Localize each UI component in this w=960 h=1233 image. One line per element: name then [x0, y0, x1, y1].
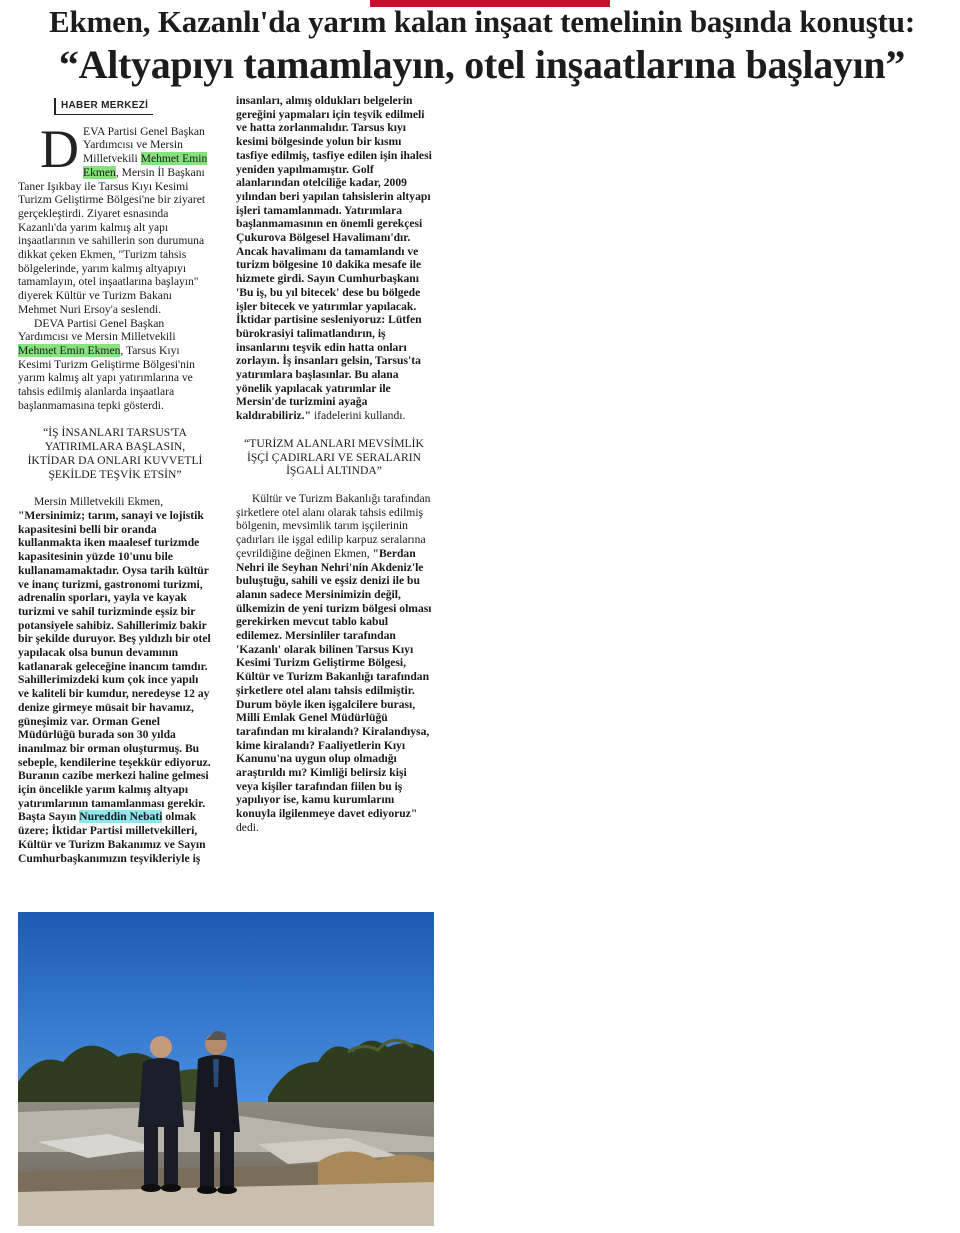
subheading-2: “TURİZM ALANLARI MEVSİMLİK İŞÇİ ÇADIRLARI VE SERALARIN İŞGALİ ALTINDA” — [244, 436, 424, 478]
paragraph-5: Kültür ve Turizm Bakanlığı tarafından şirketlere otel alanı olarak tahsis edilmiş bölgenin, mevsimlik tarım işçilerinin çadırları ile işgal edilip karpuz seralarına çevrildiğine değinen Ekmen, "Berdan Nehri ile Seyhan Nehri'nin Akdeniz'le buluştuğu, sahili ve eşsiz denizi ile bu alanın sadece Mersinimizin değil, ülkemizin de yeni turizm bölgesi olması gerekirken mevcut tablo kabul edilemez. Mersinliler tarafından 'Kazanlı' olarak bilinen Tarsus Kıyı Kesimi Turizm Geliştirme Bölgesi, Kültür ve Turizm Bakanlığı tarafından şirketlere otel alanı tahsis edilmiştir. Durum böyle iken işgalcilere burası, Milli Emlak Genel Müdürlüğü tarafından mı kiralandı? Kiralandıysa, kime kiralandı? Faaliyetlerin Kıyı Kanunu'na uygun olup olmadığı araştırıldı mı? Kimliği belirsiz kişi veya kişiler tarafından fiilen bu iş yapılıyor ise, kamu kurumlarını konuyla ilgilenmeye davet ediyoruz" dedi. — [236, 491, 432, 834]
article-column-1 — [18, 98, 212, 865]
article-column-2 — [236, 94, 432, 835]
paragraph-2: DEVA Partisi Genel Başkan Yardımcısı ve Mersin Milletvekili Mehmet Emin Ekmen, Tarsus Kıyı Kesimi Turizm Geliştirme Bölgesi'nin yarım kalmış alt yapı yatırımlarına ve tahsis edilmiş alanlarda inşaatlara başlanmamasına tepki gösterdi. — [18, 316, 195, 412]
photo-illustration — [18, 912, 434, 1226]
article-photo — [18, 912, 434, 1226]
paragraph-3-lead: Mersin Milletvekili Ekmen, — [34, 495, 164, 509]
highlighted-name: Nureddin Nebati — [79, 810, 163, 824]
headline — [22, 4, 942, 88]
paragraph-4: insanları, almış oldukları belgelerin gereğini yapmaları için teşvik edilmeli ve hatta zorlanmalıdır. Tarsus kıyı kesimi bölgesinde yolun bir kısmı tasfiye edilmiş, tasfiye edilen işin ihalesi yeniden yapılmamıştır. Golf alanlarından otelciliğe kadar, 2009 yılından beri yapılan tahsislerin altyapı işleri tamamlanmadı. Yatırımlara başlanmamasının en önemli gerekçesi Çukurova Bölgesel Havalimanı'dır. Ancak havalimanı da tamamlandı ve turizm bölgesine 10 dakika mesafe ile hizmete girdi. Sayın Cumhurbaşkanı 'Bu iş, bu yıl bitecek' dese bu bölgede işler bitecek ve yatırımlar yapılacak. İktidar partisine sesleniyoruz: Lütfen bürokrasiyi talimatlandırın, iş insanlarını teşvik edin hatta onları zorlayın. İş insanları gelsin, Tarsus'ta yatırımlara başlasınlar. Bu alana yönelik yapılacak yatırımlar ile Mersin'de turizmini ayağa kaldırabiliriz." ifadelerini kullandı. — [236, 94, 432, 423]
paragraph-intro: DEVA Partisi Genel Başkan Yardımcısı ve Mersin Milletvekili Mehmet Emin Ekmen, Mersin İl Başkanı Taner Işıkbay ile Tarsus Kıyı Kesimi Turizm Geliştirme Bölgesi'ne bir ziyaret gerçekleştirdi. Ziyaret esnasında Kazanlı'da yarım kalmış alt yapı inşaatlarının ve sahillerin son durumuna dikkat çeken Ekmen, "Turizm tahsis bölgelerinde, yarım kalmış altyapıyı tamamlayın, otel inşaatlarına başlayın" diyerek Kültür ve Turizm Bakanı Mehmet Nuri Ersoy'a seslendi. — [18, 118, 208, 316]
dropcap: D — [40, 118, 79, 179]
headline-kicker: Ekmen, Kazanlı'da yarım kalan inşaat temelinin başında konuştu: — [49, 4, 915, 39]
paragraph-3: "Mersinimiz; tarım, sanayi ve lojistik kapasitesini belli bir oranda kullanmakta iken maalesef turizmde kapasitesinin yüzde 10'unu bile kullanamamaktadır. Oysa tarih kültür ve inanç turizmi, gastronomi turizmi, adrenalin sporları, yayla ve kayak turizmi ve sahil turizminde eşsiz bir potansiyele sahibiz. Sahillerimiz bakir bir şekilde duruyor. Beş yıldızlı bir otel yapılacak olsa bunun devamının katlanarak geleceğine inancım tamdır. Sahillerimizdeki kum çok ince yapılı ve kaliteli bir kumdur, neredeyse 12 ay denize girmeye müsait bir havamız, güneşimiz var. Orman Genel Müdürlüğü burada son 30 yılda inanılmaz bir orman oluşturmuş. Bu sebeple, kendilerine teşekkür ediyoruz. Buranın cazibe merkezi haline gelmesi için öncelikle yarım kalmış altyapı yatırımlarının tamamlanması gerekir. Başta Sayın Nureddin Nebati olmak üzere; İktidar Partisi milletvekilleri, Kültür ve Turizm Bakanımız ve Sayın Cumhurbaşkanımızın teşvikleriyle iş — [18, 508, 211, 865]
headline-title: “Altyapıyı tamamlayın, otel inşaatlarına başlayın” — [58, 42, 906, 87]
highlighted-name: Mehmet Emin Ekmen — [18, 343, 121, 357]
highlighted-name: Mehmet Emin Ekmen — [83, 152, 208, 179]
subheading-1: “İŞ İNSANLARI TARSUS'TA YATIRIMLARA BAŞLASIN, İKTİDAR DA ONLARI KUVVETLİ ŞEKİLDE TEŞVİK ETSİN” — [27, 426, 203, 481]
byline: HABER MERKEZİ — [54, 98, 153, 115]
